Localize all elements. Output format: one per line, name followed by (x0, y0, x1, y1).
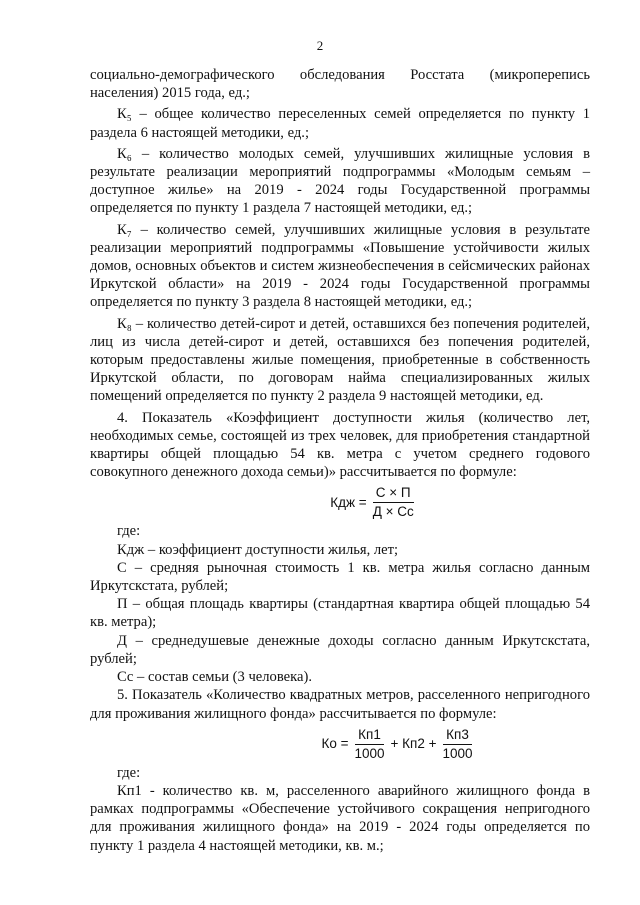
where-label: где: (117, 523, 141, 540)
formula-housing-affordability (160, 485, 590, 520)
definition-d: Д – среднедушевые денежные доходы согласно данным Иркутскстата, рублей; (90, 632, 590, 667)
formula2-denominator-1: 1000 (354, 745, 385, 761)
formula2-middle: + Кп2 + (390, 736, 437, 752)
formula2-lhs: Ко = (321, 736, 349, 752)
formula2-fraction-3 (439, 727, 475, 762)
paragraph-continuation: социально-демографического обследования Росстата (микроперепись населения) 2015 года, ед.; (90, 67, 590, 102)
paragraph-indicator-5: 5. Показатель «Количество квадратных метров, расселенного непригодного для проживания жилищного фонда» рассчитывается по формуле: (90, 687, 590, 722)
formula-lhs: Кдж = (330, 494, 367, 510)
paragraph-k7: К₇ – количество семей, улучшивших жилищные условия в результате реализации мероприятий подпрограммы «Повышение устойчивости жилых домов, основных объектов и систем жизнеобеспечения в сейсмических районах Иркутской области» на 2019 - 2024 годы Государственной программы определяется по пункту 3 раздела 8 настоящей методики, ед.; (90, 221, 590, 311)
formula-fraction (370, 485, 417, 520)
formula-denominator: Д × Сс (372, 504, 414, 520)
definition-kdzh: Кдж – коэффициент доступности жилья, лет; (117, 541, 399, 558)
paragraph-k6: К₆ – количество молодых семей, улучшивших жилищные условия в результате реализации мероприятий подпрограммы «Молодым семьям – доступное жилье» на 2019 - 2024 годы Государственной программы определяется по пункту 1 раздела 7 настоящей методики, ед.; (90, 145, 590, 217)
definition-p: П – общая площадь квартиры (стандартная квартира общей площадью 54 кв. метра); (90, 596, 590, 631)
definition-kp1: Кп1 - количество кв. м, расселенного аварийного жилищного фонда в рамках подпрограммы «Обеспечение устойчивого сокращения непригодного для проживания жилищного фонда» на 2019 - 2024 годы определяется по пункту 1 раздела 4 настоящей методики, кв. м.; (90, 782, 590, 854)
formula-numerator: С × П (373, 485, 414, 503)
formula2-denominator-3: 1000 (442, 745, 473, 761)
paragraph-k8: К₈ – количество детей-сирот и детей, оставшихся без попечения родителей, лиц из числа детей-сирот и детей, оставшихся без попечения родителей, которым предоставлены жилые помещения, приобретенные в собственность Иркутской области, по договорам найма специализированных жилых помещений определяется по пункту 2 раздела 9 настоящей методики, ед. (90, 315, 590, 405)
formula2-fraction-1 (351, 727, 387, 762)
paragraph-indicator-4: 4. Показатель «Коэффициент доступности жилья (количество лет, необходимых семье, состоящей из трех человек, для приобретения стандартной квартиры общей площадью 54 кв. метра с учетом среднего годового совокупного денежного дохода семьи)» рассчитывается по формуле: (90, 409, 590, 481)
definition-cc: Сс – состав семьи (3 человека). (117, 669, 312, 686)
formula2-numerator-1: Кп1 (355, 727, 384, 745)
document-body (90, 66, 590, 855)
definition-c: С – средняя рыночная стоимость 1 кв. метра жилья согласно данным Иркутскстата, рублей; (90, 559, 590, 595)
paragraph-k5: К₅ – общее количество переселенных семей определяется по пункту 1 раздела 6 настоящей методики, ед.; (90, 106, 590, 141)
formula2-numerator-3: Кп3 (443, 727, 472, 745)
where-label-2: где: (117, 764, 141, 781)
formula-square-meters (210, 727, 590, 762)
page-number: 2 (316, 38, 324, 53)
